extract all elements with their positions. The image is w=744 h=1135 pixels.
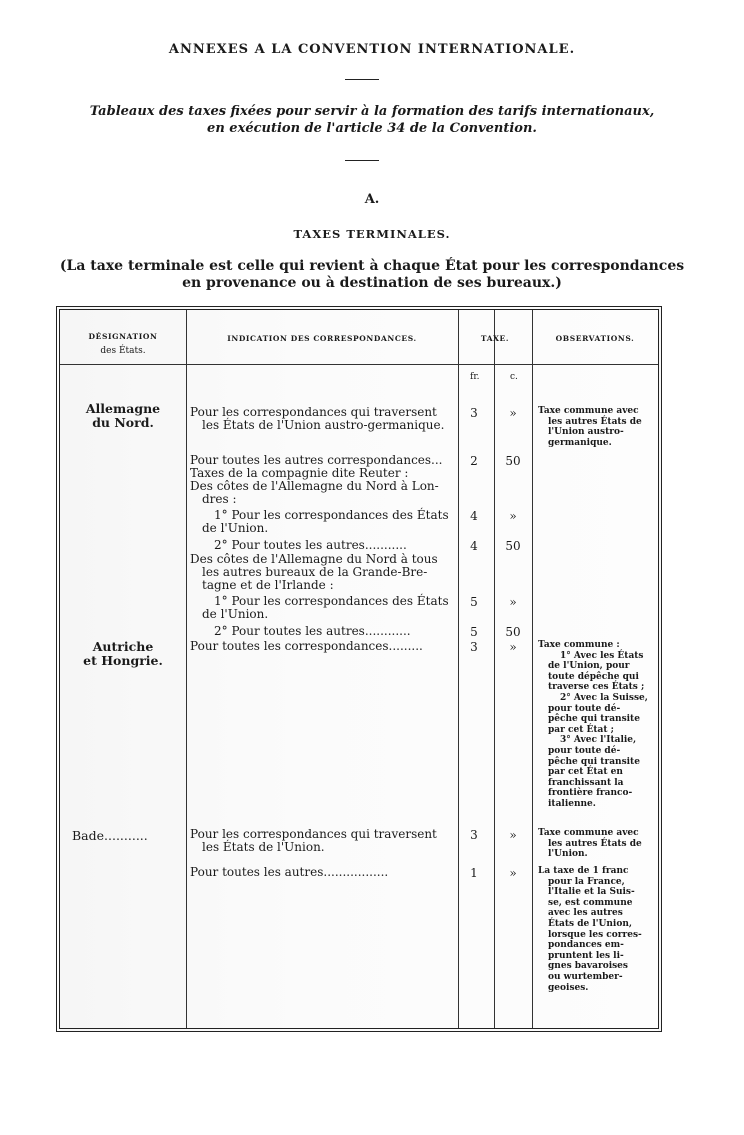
observation-line: traverse ces États ;	[548, 682, 645, 693]
row-text: Pour les correspondances qui traversent	[190, 405, 437, 419]
tax-francs: 1	[470, 866, 478, 880]
subtitle-line-2: en exécution de l'article 34 de la Convention.	[207, 121, 537, 136]
observation-line: Taxe commune :	[538, 640, 620, 650]
row-text: Pour toutes les autres.................	[190, 865, 389, 879]
col-header-indication: INDICATION DES CORRESPONDANCES.	[227, 334, 417, 343]
unit-centimes: c.	[510, 372, 518, 382]
state-name-line: Allemagne	[85, 401, 161, 416]
col-header-designation-sub: des États.	[100, 346, 146, 356]
tax-centimes: »	[509, 595, 517, 609]
tax-francs: 4	[470, 539, 478, 553]
tax-centimes: 50	[505, 625, 521, 639]
divider	[345, 160, 379, 161]
observation-block	[538, 828, 642, 860]
observation-line: italienne.	[548, 798, 596, 809]
row-text: de l'Union.	[202, 521, 269, 535]
row-text: Des côtes de l'Allemagne du Nord à tous	[190, 552, 438, 566]
tax-francs: 4	[470, 509, 478, 523]
subtitle-line-1: Tableaux des taxes fixées pour servir à la formation des tarifs internationaux,	[89, 104, 655, 119]
observation-line: l'Italie et la Suis-	[548, 887, 635, 898]
observation-line: ou wurtember-	[548, 971, 623, 982]
observation-line: pruntent les li-	[548, 950, 624, 961]
row-text: Taxes de la compagnie dite Reuter :	[190, 466, 409, 480]
header-divider	[60, 364, 658, 365]
unit-francs: fr.	[470, 372, 480, 382]
observation-line: les autres États de	[548, 838, 642, 849]
tax-francs: 5	[470, 625, 478, 639]
section-title: TAXES TERMINALES.	[293, 227, 451, 241]
row-text: les États de l'Union.	[202, 840, 325, 854]
column-divider	[494, 310, 495, 1028]
observation-line: lorsque les corres-	[548, 929, 642, 940]
row-text: les autres bureaux de la Grande-Bre-	[202, 565, 428, 579]
observation-line: frontière franco-	[548, 788, 633, 799]
row-text: Pour les correspondances qui traversent	[190, 827, 437, 841]
row-text: 1° Pour les correspondances des États	[214, 508, 449, 522]
state-allemagne	[64, 402, 182, 430]
observation-line: Taxe commune avec	[538, 406, 639, 416]
observation-line: 2° Avec la Suisse,	[560, 692, 648, 703]
observation-line: par cet État en	[548, 767, 623, 778]
note-line-1: (La taxe terminale est celle qui revient à chaque État pour les correspondances	[59, 258, 685, 274]
tax-centimes: »	[509, 406, 517, 420]
observation-line: franchissant la	[548, 777, 624, 788]
row-text: dres :	[202, 492, 237, 506]
observation-line: l'Union.	[548, 849, 588, 860]
tax-francs: 3	[470, 828, 478, 842]
tax-francs: 5	[470, 595, 478, 609]
tax-centimes: »	[509, 866, 517, 880]
row-text: 2° Pour toutes les autres............	[214, 624, 411, 638]
state-name-line: du Nord.	[92, 415, 154, 430]
section-letter: A.	[364, 192, 380, 207]
tax-centimes: 50	[505, 454, 521, 468]
observation-line: se, est commune	[548, 897, 633, 908]
document-title: ANNEXES A LA CONVENTION INTERNATIONALE.	[168, 42, 576, 57]
observation-line: pour toute dé-	[548, 703, 621, 714]
observation-block	[538, 640, 648, 810]
tax-francs: 3	[470, 640, 478, 654]
col-header-taxe: TAXE.	[480, 334, 510, 343]
state-name-line: Autriche	[92, 639, 154, 654]
tax-table	[56, 306, 662, 1032]
note-line-2: en provenance ou à destination de ses bureaux.)	[182, 275, 562, 291]
row-text: Pour toutes les correspondances.........	[190, 639, 423, 653]
col-header-observations: OBSERVATIONS.	[555, 334, 635, 343]
row-text: tagne et de l'Irlande :	[202, 578, 334, 592]
state-autriche	[64, 640, 182, 668]
tax-centimes: »	[509, 640, 517, 654]
row-text: Pour toutes les autres correspondances...	[190, 453, 443, 467]
state-name-line: et Hongrie.	[83, 653, 163, 668]
state-bade: Bade...........	[72, 828, 148, 843]
observation-line: l'Union austro-	[548, 427, 624, 438]
tax-francs: 2	[470, 454, 478, 468]
tax-centimes: 50	[505, 539, 521, 553]
observation-line: 1° Avec les États	[560, 650, 644, 661]
row-text: 1° Pour les correspondances des États	[214, 594, 449, 608]
observation-block	[538, 866, 642, 993]
observation-line: par cet État ;	[548, 724, 614, 735]
divider	[345, 79, 379, 80]
observation-line: geoises.	[548, 982, 589, 993]
row-text: de l'Union.	[202, 607, 269, 621]
observation-line: avec les autres	[548, 908, 623, 919]
column-divider	[458, 310, 459, 1028]
observation-block	[538, 406, 642, 448]
observation-line: gnes bavaroises	[548, 961, 628, 972]
tax-centimes: »	[509, 509, 517, 523]
tax-centimes: »	[509, 828, 517, 842]
observation-line: La taxe de 1 franc	[538, 866, 629, 876]
row-text: 2° Pour toutes les autres...........	[214, 538, 407, 552]
observation-line: les autres États de	[548, 416, 642, 427]
observation-line: toute dépêche qui	[548, 671, 639, 682]
observation-line: germanique.	[548, 437, 612, 448]
observation-line: Taxe commune avec	[538, 828, 639, 838]
row-text: les États de l'Union austro-germanique.	[202, 418, 445, 432]
observation-line: pour la France,	[548, 876, 625, 887]
observation-line: pêche qui transite	[548, 756, 640, 767]
observation-line: de l'Union, pour	[548, 661, 630, 672]
observation-line: 3° Avec l'Italie,	[560, 735, 637, 746]
observation-line: États de l'Union,	[548, 918, 633, 929]
column-divider	[532, 310, 533, 1028]
observation-line: pêche qui transite	[548, 714, 640, 725]
observation-line: pour toute dé-	[548, 745, 621, 756]
col-header-designation: DÉSIGNATION	[88, 332, 158, 341]
column-divider	[186, 310, 187, 1028]
tax-francs: 3	[470, 406, 478, 420]
row-text: Des côtes de l'Allemagne du Nord à Lon-	[190, 479, 439, 493]
observation-line: pondances em-	[548, 940, 624, 951]
